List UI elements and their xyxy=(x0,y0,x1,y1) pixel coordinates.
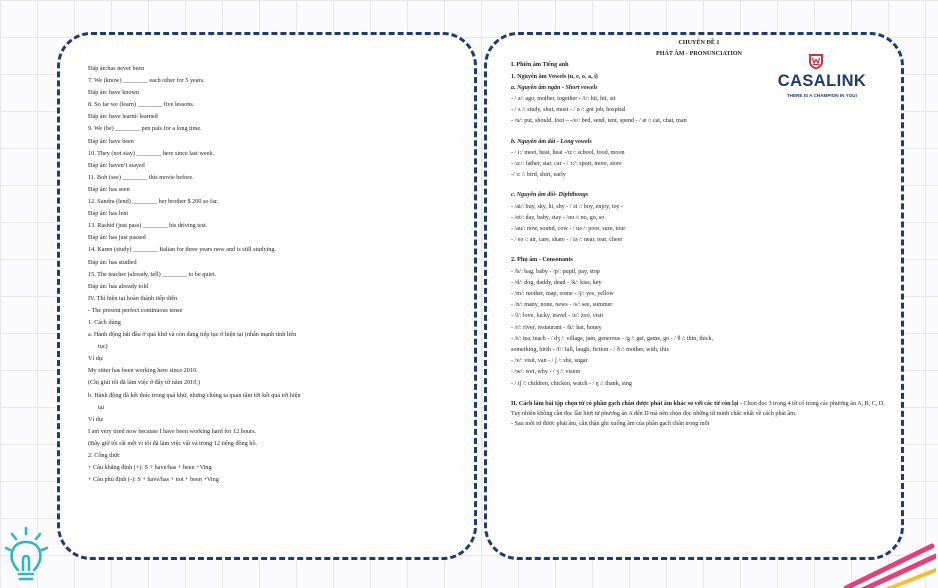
left-line: 1. Cách dùng xyxy=(88,318,121,326)
left-line: Ví dụ: xyxy=(88,355,104,363)
left-line: Đáp án:has never been xyxy=(88,65,145,72)
phonetic-line: something, birth - /f/: fall, laugh, fiction - / ð /: mother, with, this xyxy=(511,347,669,354)
phonetic-line: - /ai/: buy, sky, hi, shy - / ɔi /: boy, enjoy, toy - xyxy=(511,203,624,210)
left-line: + Câu khẳng định (+): S + have/has + been +Ving xyxy=(88,464,212,472)
phonetic-line: - /ei/: day, baby, stay - /ou /: no, go, so xyxy=(511,214,605,221)
left-line: tại xyxy=(98,403,105,411)
left-line: - The present perfect continuous tense xyxy=(88,306,183,314)
subsection-heading: 1. Nguyên âm Vowels (u, e, o, a, i) xyxy=(511,73,598,80)
diphthongs-heading: c. Nguyên âm đôi- Diphthongs xyxy=(511,192,589,199)
long-vowels-list xyxy=(511,148,887,182)
diphthongs-list xyxy=(511,202,887,247)
phonetic-line: - / tʃ /: children, chicken, watch - / ŋ /: thank, sing xyxy=(511,380,632,387)
logo-name: CASALINK xyxy=(777,72,867,90)
short-vowels-heading: a. Nguyên âm ngắn - Short vowels xyxy=(511,84,598,91)
consonants-heading: 2. Phụ âm - Consonants xyxy=(511,257,573,264)
phonetic-line: - /v/: visit, van - / ʃ /: she, sugar xyxy=(511,358,588,365)
left-line: 9. We (be) ________ pen pals for a long time. xyxy=(88,125,202,133)
left-line: + Câu phủ định (-): S + have/has + not + been +Ving xyxy=(88,476,219,484)
left-line: 14. Karen (study) ________ Italian for three years now and is still studying. xyxy=(88,246,276,254)
section-heading: I. Phiên âm Tiếng anh xyxy=(511,62,569,69)
chapter-subtitle: PHÁT ÂM - PRONUNCIATION xyxy=(656,51,742,58)
phonetic-line: - /m/: mother, map, come - /j/: yes, yellow xyxy=(511,291,614,298)
phonetic-line: - / eə /: air, care, share - / iə /: near, tear, cheer xyxy=(511,237,623,244)
phonetic-line: - / ə/: ago, mother, together - /i/: hit, bit, sit xyxy=(511,96,616,103)
left-line: a. Hành động bắt đầu ở quá khứ và còn đang tiếp tục ở hiện tại (nhấn mạnh tính liên xyxy=(88,331,297,339)
phonetic-line: - /w/: wet, why - / ʒ /: vision xyxy=(511,369,581,376)
phonetic-line: - /n/: many, none, news - /s/: see, summer xyxy=(511,302,613,309)
phonetic-line: - /l/: love, lucky, travel - /z/: zoo, visit xyxy=(511,313,604,320)
logo-tagline: THERE IS A CHAMPION IN YOU! xyxy=(786,93,858,98)
consonants-list xyxy=(511,267,887,390)
casalink-crest-icon xyxy=(807,53,825,70)
section-ii-title: II. Cách làm bài tập chọn từ có phần gạch chân được phát âm khác so với các từ còn lại xyxy=(511,400,739,407)
left-line: (Bây giờ tôi rất mệt vì tôi đã làm việc vất vả trong 12 tiếng đồng hồ. xyxy=(88,439,258,447)
left-line: Đáp án: have been xyxy=(88,137,134,145)
left-page-text xyxy=(88,63,456,486)
left-line: 15. The teacher (already, tell) ________ to be quiet. xyxy=(88,270,217,278)
section-ii-body: - Chọn đọc 3 trong 4 từ có trong các phương án A, B, C, D. Tuy nhiên không cần đọc lần lượt từ phương án A đến D mà nên chọn đọc những từ mình chắc nhất về cách phát âm. xyxy=(511,400,885,417)
left-line: 10. They (not stay) ________ here since last week. xyxy=(88,149,215,157)
left-line: b. Hành động đã kết thúc trong quá khứ, nhưng chúng ta quan tâm tới kết quả tới hiện xyxy=(88,391,301,399)
right-page-card xyxy=(484,32,904,560)
left-line: (Chị giúi tôi đã làm việc ở đây từ năm 2010.) xyxy=(88,379,200,387)
left-line: IV. Thì hiện tại hoàn thành tiếp diễn xyxy=(88,294,178,302)
left-line: 8. So far we (learn) ________ five lessons. xyxy=(88,101,195,109)
left-line: tục) xyxy=(98,343,108,351)
left-line: Đáp án: haven’t stayed xyxy=(88,161,145,169)
left-line: Ví dụ: xyxy=(88,415,104,423)
left-line: 7. We (know) ________ each other for 5 years. xyxy=(88,77,205,85)
left-line: Đáp án: has just passed xyxy=(88,234,146,242)
left-line: Đáp án: has already told xyxy=(88,282,149,290)
phonetic-line: - /b/: bag, baby - /p/: pupil, pay, stop xyxy=(511,268,600,275)
left-line: Đáp án: have learnt/ learned xyxy=(88,113,158,121)
lightbulb-icon xyxy=(4,526,50,586)
casalink-logo xyxy=(770,53,874,109)
left-line: I am very tired now because I have been working hard for 12 hours. xyxy=(88,427,257,435)
phonetic-line: - /a:/: father, star, car - / ɔ:/: sport, more, store xyxy=(511,161,622,168)
phonetic-line: - /u/: put, should, foot – -/e/: bed, send, tent, spend - / æ /: cat, chat, man xyxy=(511,118,687,125)
left-line: My sitter has been working here since 2010. xyxy=(88,367,198,375)
left-page-card xyxy=(57,32,477,560)
phonetic-line: - /au/: now, sound, cow - / uə /: poor, sure, tour xyxy=(511,226,626,233)
left-line: 13. Rashid (just pass) ________ his driving test. xyxy=(88,222,208,230)
phonetic-line: - /t/: tea, teach - / dʒ /: village, jam, generous - /g /: get, game, go - / θ /: thin, thick, xyxy=(511,335,714,342)
left-line: Đáp án: have known xyxy=(88,89,140,97)
phonetic-line: - / ʌ /: study, shut, must - / ɒ /: got job, hospital xyxy=(511,107,626,114)
phonetic-line: - / i:/ meet, beat, heat -/u:/: school, food, moon xyxy=(511,149,625,156)
phonetic-line: - /d/: dog, daddy, dead - /k/: kiss, key xyxy=(511,279,602,286)
phonetic-line: -/ ɜ: /: bird, shirt, early xyxy=(511,172,566,179)
left-line: 2. Công thức xyxy=(88,452,121,459)
phonetic-line: - /r/: river, restaurant - /h/: hat, honey xyxy=(511,324,602,331)
left-line: Đáp án: has studied xyxy=(88,258,137,266)
chapter-title: CHUYÊN ĐỀ 1 xyxy=(678,40,720,46)
left-line: 12. Sandra (lend) ________ her brother $ 200 so far. xyxy=(88,198,219,206)
section-ii-paragraph xyxy=(511,399,887,419)
left-line: 11. Bob (see) ________ this movie before. xyxy=(88,173,194,181)
long-vowels-heading: b. Nguyên âm dài - Long vowels xyxy=(511,138,592,145)
section-ii-last-line: - Sau mỗi từ được phát âm, cần thận ghi xuống âm của phần gạch chân trong mỗi xyxy=(511,420,710,427)
decorative-swoosh xyxy=(836,536,936,588)
left-line: Đáp án: has seen xyxy=(88,185,130,193)
left-line: Đáp án: has lent xyxy=(88,210,129,218)
